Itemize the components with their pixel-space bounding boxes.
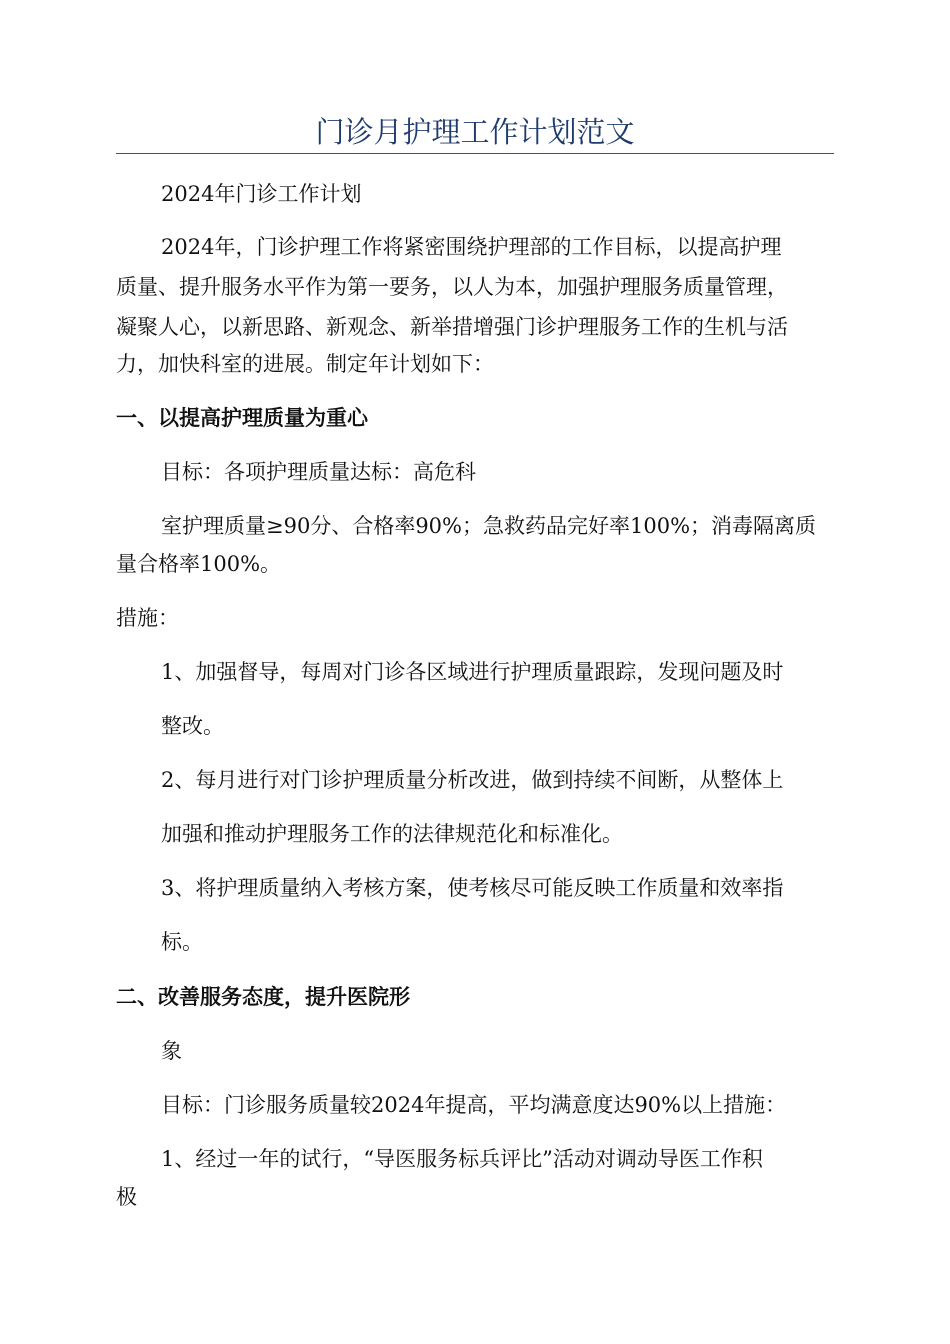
section1-item-2-line-2: 加强和推动护理服务工作的法律规范化和标准化。: [161, 822, 623, 846]
section2-heading-continued: 象: [161, 1039, 182, 1063]
section1-goal-line-1: 目标：各项护理质量达标：高危科: [161, 460, 476, 484]
section1-item-1-line-2: 整改。: [161, 714, 224, 738]
section1-measures-label: 措施：: [116, 606, 179, 630]
section2-item-1-line-2: 极: [116, 1185, 137, 1209]
section1-item-3-line-1: 3、将护理质量纳入考核方案，使考核尽可能反映工作质量和效率指: [161, 876, 784, 900]
section2-heading: 二、改善服务态度，提升医院形: [116, 984, 410, 1009]
section1-goal-line-2: 室护理质量≥90分、合格率90%；急救药品完好率100%；消毒隔离质: [161, 514, 817, 538]
title-underline: [116, 153, 834, 154]
subtitle: 2024年门诊工作计划: [161, 182, 362, 206]
section1-item-2-line-1: 2、每月进行对门诊护理质量分析改进，做到持续不间断，从整体上: [161, 768, 784, 792]
section2-goal: 目标：门诊服务质量较2024年提高，平均满意度达90%以上措施：: [161, 1093, 787, 1117]
section1-heading: 一、以提高护理质量为重心: [116, 405, 368, 430]
section2-item-1-line-1: 1、经过一年的试行，“导医服务标兵评比”活动对调动导医工作积: [161, 1147, 763, 1171]
section1-item-3-line-2: 标。: [161, 930, 203, 954]
intro-line-3: 凝聚人心，以新思路、新观念、新举措增强门诊护理服务工作的生机与活: [116, 315, 788, 339]
intro-line-2: 质量、提升服务水平作为第一要务，以人为本，加强护理服务质量管理，: [116, 275, 788, 299]
section1-item-1-line-1: 1、加强督导，每周对门诊各区域进行护理质量跟踪，发现问题及时: [161, 660, 784, 684]
document-title: 门诊月护理工作计划范文: [315, 115, 635, 149]
intro-line-1: 2024年，门诊护理工作将紧密围绕护理部的工作目标，以提高护理: [161, 235, 782, 259]
intro-line-4: 力，加快科室的进展。制定年计划如下：: [116, 352, 494, 376]
section1-goal-line-3: 量合格率100%。: [116, 552, 282, 576]
